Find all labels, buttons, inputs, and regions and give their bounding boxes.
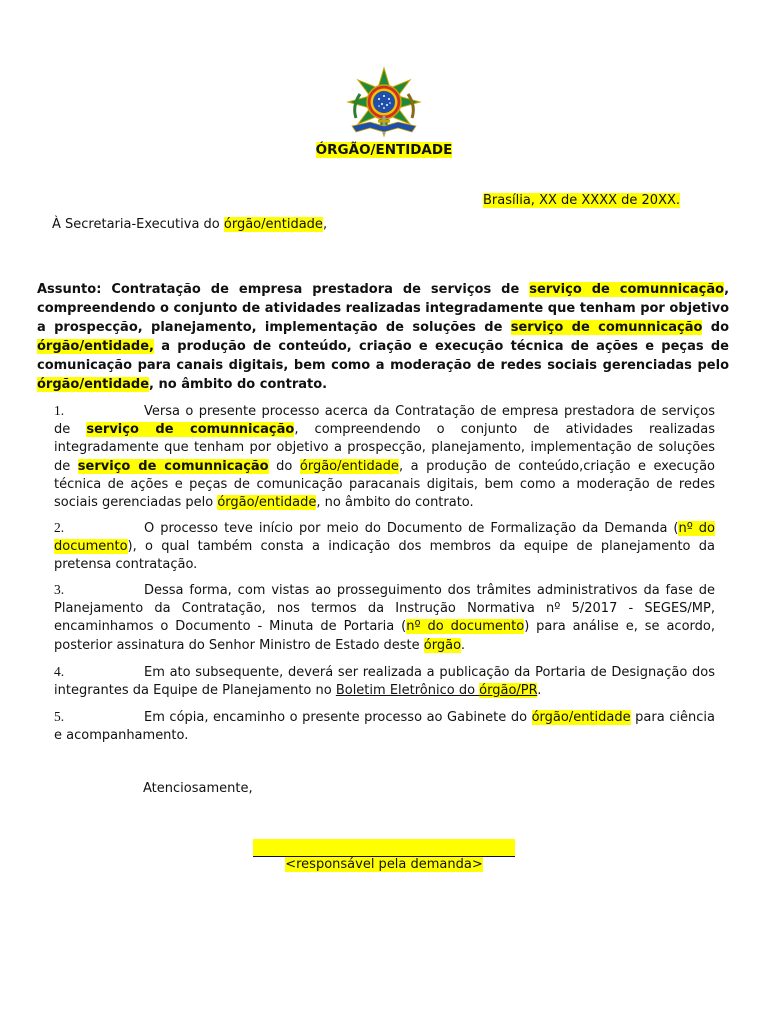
date-text: Brasília, XX de XXXX de 20XX. — [483, 193, 681, 208]
subject-highlight-3: órgão/entidade, — [37, 339, 154, 354]
paragraph-text: ) para análise e, se acordo, posterior assinatura do Senhor Ministro de Estado deste — [54, 619, 715, 653]
paragraph-number: 3. — [54, 582, 65, 597]
paragraph-text: Em ato subsequente, deverá ser realizada a publicação da Portaria de Designação dos integrantes da Equipe de Planejamento no — [54, 665, 715, 699]
paragraph-text: , no âmbito do contrato. — [316, 495, 474, 511]
subject-paragraph — [37, 280, 729, 394]
paragraph-text: Versa o presente processo acerca da Contratação de empresa prestadora de serviços de — [54, 404, 715, 438]
subject-highlight-1: serviço de comunnicação — [529, 282, 725, 297]
numbered-paragraph-2 — [54, 519, 715, 575]
addressee-prefix: À Secretaria-Executiva do — [52, 217, 224, 232]
paragraph-highlight: serviço de comunnicação — [77, 458, 269, 474]
bulletin-link-text: Boletim Eletrônico do — [335, 683, 480, 699]
document-title — [0, 141, 768, 159]
paragraph-highlight: órgão/entidade — [531, 710, 631, 725]
paragraph-text: ), o qual também consta a indicação dos membros da equipe de planejamento da pretensa contratação. — [54, 539, 715, 573]
subject-highlight-4: órgão/entidade — [37, 377, 150, 392]
closing-salutation: Atenciosamente, — [143, 781, 253, 796]
paragraph-number: 1. — [54, 403, 65, 418]
numbered-paragraph-3 — [54, 581, 715, 655]
paragraph-highlight: órgão/PR — [479, 683, 538, 699]
subject-text-5: , no âmbito do contrato. — [149, 377, 328, 392]
addressee-suffix: , — [322, 217, 328, 232]
paragraph-highlight: nº do documento — [406, 619, 525, 635]
paragraph-text: , a produção de conteúdo,criação e execução técnica de ações e peças de comunicação paracanais digitais, bem como a moderação de redes sociais gerenciadas pelo — [54, 458, 715, 511]
paragraph-number: 5. — [54, 709, 65, 724]
numbered-paragraph-4 — [54, 663, 715, 700]
signature-name-text: <responsável pela demanda> — [285, 857, 483, 872]
signature-line — [253, 839, 515, 857]
numbered-paragraph-5 — [54, 708, 715, 745]
paragraph-number: 2. — [54, 520, 65, 535]
paragraph-text: O processo teve início por meio do Documento de Formalização da Demanda ( — [144, 521, 679, 536]
subject-highlight-2: serviço de comunnicação — [510, 320, 703, 335]
addressee-line — [52, 216, 327, 234]
paragraph-text: do — [268, 458, 300, 474]
paragraph-text: Dessa forma, com vistas ao prosseguimento dos trâmites administrativos da fase de Planejamento da Contratação, nos termos da Instrução Normativa nº 5/2017 - SEGES/MP, encaminhamos o Documento - Minuta de Portaria ( — [54, 583, 715, 635]
paragraph-text: . — [537, 683, 542, 699]
document-date — [483, 192, 680, 210]
paragraph-highlight: nº do documento — [54, 521, 715, 555]
paragraph-highlight: órgão/entidade — [217, 495, 317, 511]
paragraph-text: Em cópia, encaminho o presente processo ao Gabinete do — [144, 710, 532, 725]
signature-name — [0, 856, 768, 874]
paragraph-text: , compreendendo o conjunto de atividades realizadas integradamente que tenham por objetivo a prospecção, planejamento, implementação de soluções de — [54, 422, 716, 474]
subject-text-1: Assunto: Contratação de empresa prestadora de serviços de — [37, 282, 530, 297]
paragraph-highlight: órgão — [423, 637, 461, 653]
paragraph-highlight: órgão/entidade — [299, 458, 399, 474]
addressee-entity: órgão/entidade — [223, 217, 323, 232]
paragraph-highlight: serviço de comunnicação — [86, 422, 295, 438]
title-highlight: ÓRGÃO/ENTIDADE — [315, 142, 453, 158]
paragraph-text: para ciência e acompanhamento. — [54, 710, 715, 744]
brazil-coat-of-arms-icon — [346, 66, 422, 140]
subject-text-3: do — [702, 320, 729, 335]
subject-text-4: a produção de conteúdo, criação e execução técnica de ações e peças de comunicação para canais digitais, bem como a moderação de redes sociais gerenciadas pelo — [37, 339, 729, 373]
paragraph-number: 4. — [54, 664, 65, 679]
subject-text-2: , compreendendo o conjunto de atividades realizadas integradamente que tenham por objetivo a prospecção, planejamento, implementação de soluções de — [37, 282, 730, 335]
paragraph-text: . — [460, 637, 465, 653]
numbered-paragraph-1 — [54, 402, 715, 512]
